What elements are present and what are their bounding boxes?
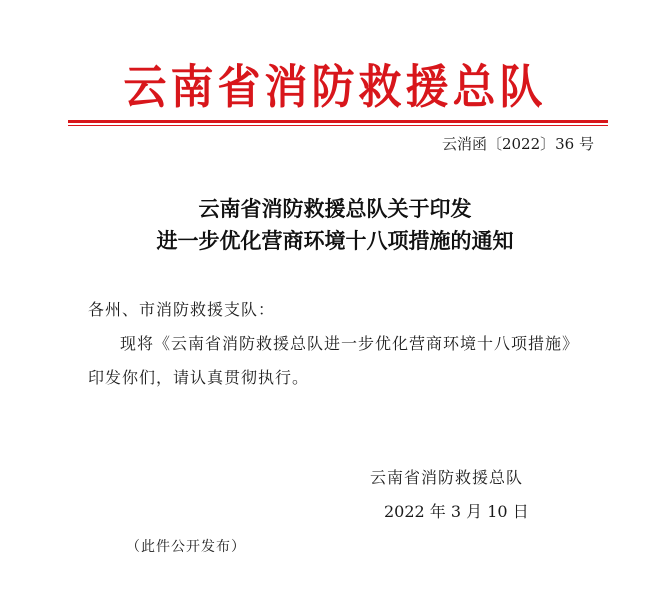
red-divider-thin (68, 125, 608, 126)
signature-date: 2022 年 3 月 10 日 (384, 502, 529, 521)
signature-organization: 云南省消防救援总队 (370, 468, 524, 487)
body-paragraph-line-1: 现将《云南省消防救援总队进一步优化营商环境十八项措施》 (120, 334, 580, 353)
document-title-line-2: 进一步优化营商环境十八项措施的通知 (156, 228, 514, 253)
body-paragraph-line-2: 印发你们，请认真贯彻执行。 (88, 368, 310, 387)
document-title-line-1: 云南省消防救援总队关于印发 (198, 196, 472, 221)
organization-header: 云南省消防救援总队 (123, 61, 547, 115)
salutation: 各州、市消防救援支队： (88, 300, 276, 319)
publication-note: （此件公开发布） (126, 539, 246, 555)
red-divider-thick (68, 120, 608, 123)
document-number: 云消函〔2022〕36 号 (441, 135, 594, 153)
